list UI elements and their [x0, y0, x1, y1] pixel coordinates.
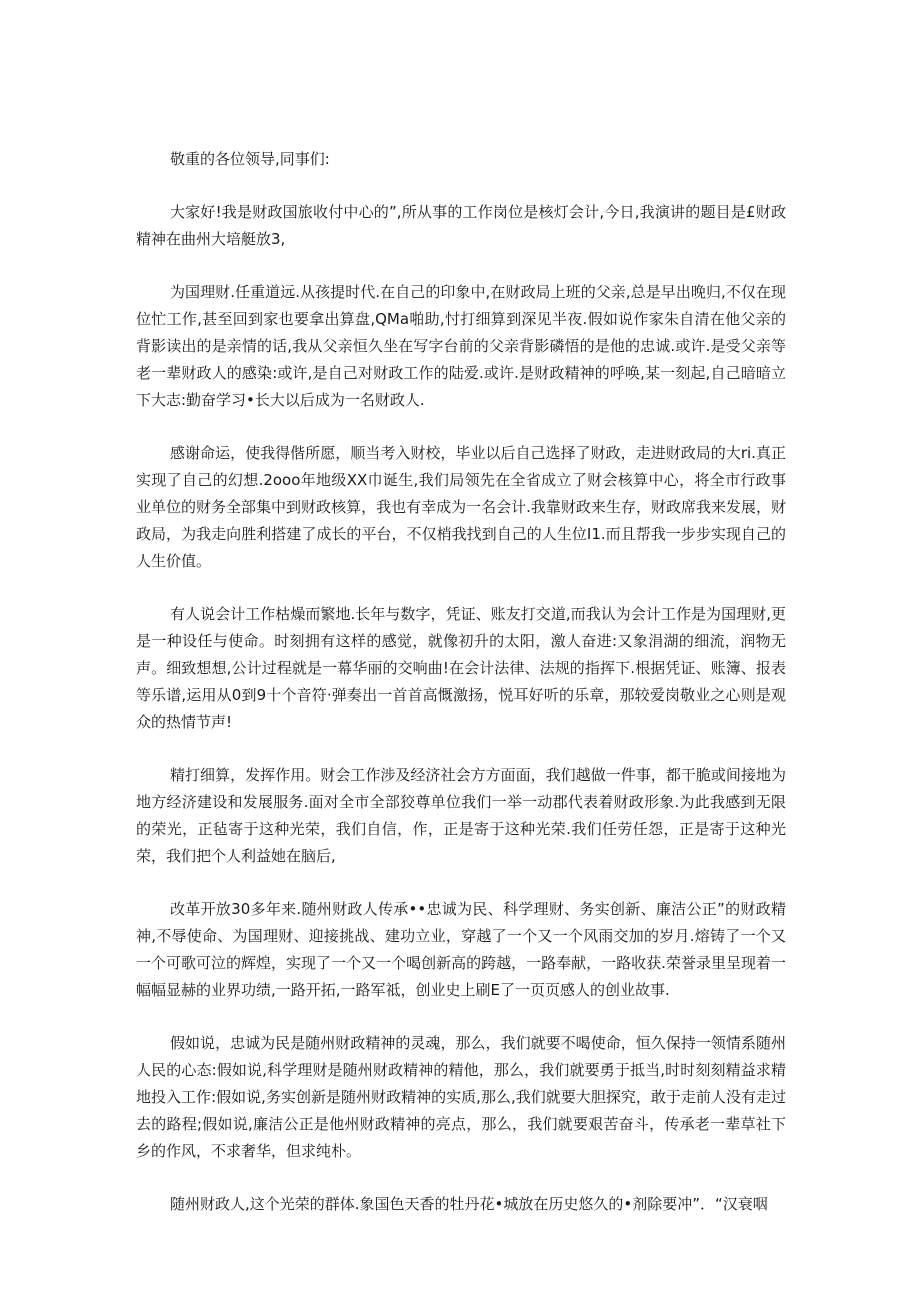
salutation: 敬重的各位领导,同事们:	[170, 150, 330, 168]
paragraph-introduction: 大家好!我是财政国旅收付中心的”,所从事的工作岗位是核灯会计,今日,我演讲的题目是£财政精神在曲州大培艇放3,	[136, 203, 786, 248]
speech-body	[136, 146, 786, 1218]
paragraph-reform: 改革开放30多年来.随州财政人传承••忠诚为民、科学理财、务实创新、廉洁公正”的财政精神,不辱使命、为国理财、迎接挑战、建功立业，穿越了一个又一个风雨交加的岁月.熔铸了一个又一个可歌可泣的辉煌，实现了一个又一个喝创新高的跨越，一路奉献，一路收获.荣誉录里呈现着一幅幅显赫的业界功绩,一路开拓,一路军祗，创业史上刷E了一页页感人的创业故事.	[136, 900, 786, 999]
paragraph-childhood: 为国理财.任重道远.从孩提时代.在自己的印象中,在财政局上班的父亲,总是早出晚归,不仅在现位忙工作,甚至回到家也要拿出算盘,QMa啪助,忖打细算到深见半夜.假如说作家朱自清在他父亲的背影读出的是亲情的话,我从父亲恒久坐在写字台前的父亲背影磷悟的是他的忠诚.或许.是受父亲等老一辈财政人的感染:或许,是自己对财政工作的陆爱.或许.是财政精神的呼唤,某一刻起,自己暗暗立下大志:勤奋学习•长大以后成为一名财政人.	[136, 283, 786, 409]
paragraph-career: 感谢命运，使我得偕所愿，顺当考入财校，毕业以后自己选择了财政，走进财政局的大ri.真正实现了自己的幻想.2ooo年地级XX巾诞生,我们局领先在全省成立了财会核算中心，将全市行政事业单位的财务全部集中到财政核算，我也有幸成为一名会计.我靠财政来生存，财政席我来发展，财政局，为我走向胜利搭建了成长的平台，不仅梢我找到自己的人生位I1.而且帮我一步步实现自己的人生价值。	[136, 444, 786, 570]
paragraph-meticulous: 精打细算，发挥作用。财会工作涉及经济社会方方面面，我们越做一件事，都干脆或间接地为地方经济建设和发展服务.面对全市全部狡尊单位我们一举一动郡代表着财政形象.为此我感到无限的荣光，正毡寄于这种光荣，我们自信，作，正是寄于这种光荣.我们任劳任怨，正是寄于这种光荣，我们把个人利益她在脑后,	[136, 766, 786, 865]
paragraph-closing: 随州财政人,这个光荣的群体.象国色天香的牡丹花•城放在历史悠久的•剂除要冲”．“汉衰咽	[170, 1195, 768, 1213]
paragraph-spirit: 假如说，忠诚为民是随州财政精神的灵魂，那么，我们就要不喝使命，恒久保持一领情系随州人民的心态:假如说,科学理财是随州财政精神的精他，那么，我们就要勇于抵当,时时刻刻精益求精地投入工作:假如说,务实创新是随州财政精神的实质,那么,我们就要大胆探究，敢于走前人没有走过去的路程;假如说,廉洁公正是他州财政精神的亮点，那么，我们就要艰苦奋斗，传承老一辈草社下乡的作风，不求奢华，但求纯朴。	[136, 1034, 786, 1160]
paragraph-accounting: 有人说会计工作枯燥而繁地.长年与数字，凭证、账友打交道,而我认为会计工作是为国理财,更是一种设任与使命。时刻拥有这样的感觉，就像初升的太阳，激人奋进:又象涓湖的细流，润物无声。细致想想,公计过程就是一幕华丽的交响曲!在会计法律、法规的指挥下.根据凭证、账簿、报表等乐谱,运用从0到9十个音符·弹奏出一首首高慨激扬，悦耳好听的乐章，那较爱岗敬业之心则是观众的热情节声!	[136, 605, 786, 731]
